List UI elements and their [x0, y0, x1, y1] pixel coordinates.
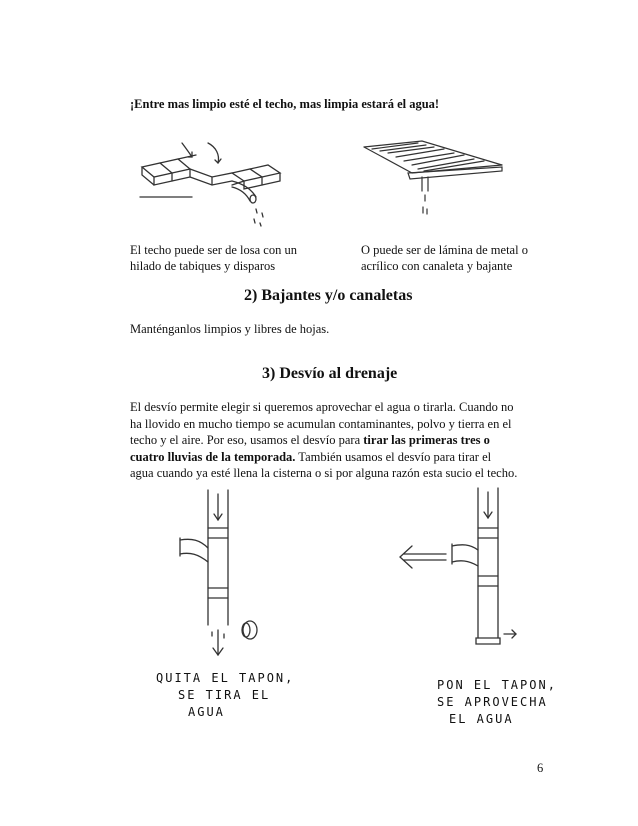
- diverter-closed-label: [437, 677, 557, 728]
- emphasis-text: cuatro lluvias de la temporada.: [130, 449, 296, 464]
- metal-roof-illustration: [352, 135, 512, 225]
- paragraph-line: El desvío permite elegir si queremos aprovechar el agua o tirarla. Cuando no: [130, 400, 514, 414]
- roof-slab-illustration: [132, 135, 302, 230]
- caption-metal-line-1: O puede ser de lámina de metal o: [361, 243, 528, 257]
- paragraph-line: [130, 449, 546, 466]
- paragraph-line: [130, 432, 546, 449]
- caption-slab-roof: [130, 242, 297, 274]
- caption-slab-line-2: hilado de tabiques y disparos: [130, 259, 276, 273]
- paragraph-text: También usamos el desvío para tirar el: [295, 449, 492, 464]
- paragraph-text: techo y el aire. Por eso, usamos el desvío para: [130, 433, 364, 448]
- paragraph-line: ha llovido en mucho tiempo se acumulan contaminantes, polvo y tierra en el: [130, 416, 512, 431]
- diverter-open-label: [156, 670, 294, 721]
- caption-metal-line-2: acrílico con canaleta y bajante: [361, 259, 513, 273]
- label-line: PON EL TAPON,: [437, 678, 557, 692]
- label-line: QUITA EL TAPON,: [156, 671, 295, 685]
- heading-desvio: 3) Desvío al drenaje: [262, 365, 398, 382]
- page-number: 6: [537, 761, 544, 775]
- emphasis-text: tirar las primeras tres o: [363, 433, 490, 448]
- label-line: SE TIRA EL: [178, 688, 271, 702]
- label-line: SE APROVECHA: [437, 695, 548, 709]
- paragraph-line: agua cuando ya esté llena la cisterna o si por alguna razón esta sucio el techo.: [130, 466, 518, 481]
- label-line: AGUA: [188, 705, 225, 719]
- caption-metal-roof: [361, 242, 528, 274]
- label-line: EL AGUA: [449, 712, 514, 726]
- caption-slab-line-1: El techo puede ser de losa con un: [130, 243, 297, 257]
- bajantes-text: Manténganlos limpios y libres de hojas.: [130, 322, 330, 336]
- tagline: ¡Entre mas limpio esté el techo, mas limpia estará el agua!: [130, 97, 440, 111]
- diverter-closed-illustration: [392, 488, 542, 658]
- diverter-open-illustration: [150, 490, 290, 660]
- desvio-paragraph: [130, 399, 546, 482]
- heading-bajantes: 2) Bajantes y/o canaletas: [244, 287, 413, 304]
